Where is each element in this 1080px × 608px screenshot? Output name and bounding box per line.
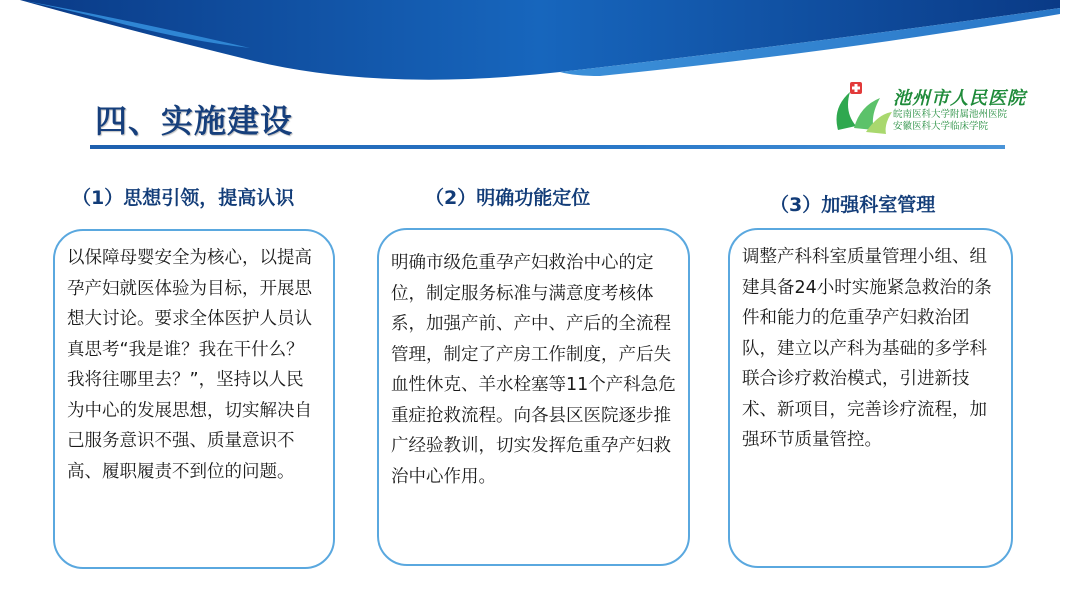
- logo-affiliation-1: 皖南医科大学附属池州医院: [893, 109, 1008, 120]
- logo-affiliation-2: 安徽医科大学临床学院: [893, 121, 989, 132]
- title-underline: [90, 145, 1005, 149]
- column-3-heading: （3）加强科室管理: [770, 194, 936, 216]
- column-3-text: 调整产科科室质量管理小组、组建具备24小时实施紧急救治的条件和能力的危重孕产妇救治团队，建立以产科为基础的多学科联合诊疗救治模式，引进新技术、新项目，完善诊疗流程，加强环节质量管控。: [742, 247, 992, 450]
- column-1-card: [53, 229, 335, 569]
- page-title: 四、实施建设: [95, 102, 294, 140]
- column-3-card: [728, 228, 1013, 568]
- column-2-text: 明确市级危重孕产妇救治中心的定位，制定服务标准与满意度考核体系，加强产前、产中、产后的全流程管理，制定了产房工作制度，产后失血性休克、羊水栓塞等11个产科急危重症抢救流程。向各县区医院逐步推广经验教训，切实发挥危重孕产妇救治中心作用。: [391, 253, 676, 487]
- logo-hospital-name: 池州市人民医院: [893, 88, 1026, 109]
- column-1-heading: （1）思想引领，提高认识: [72, 187, 295, 209]
- column-1-text: 以保障母婴安全为核心，以提高孕产妇就医体验为目标，开展思想大讨论。要求全体医护人员认真思考“我是谁？我在干什么？我将往哪里去？”，坚持以人民为中心的发展思想，切实解决自己服务意识不强、质量意识不高、履职履责不到位的问题。: [67, 248, 312, 482]
- column-2-card: [377, 228, 690, 566]
- column-2-heading: （2）明确功能定位: [425, 187, 591, 209]
- top-banner: [0, 0, 1080, 90]
